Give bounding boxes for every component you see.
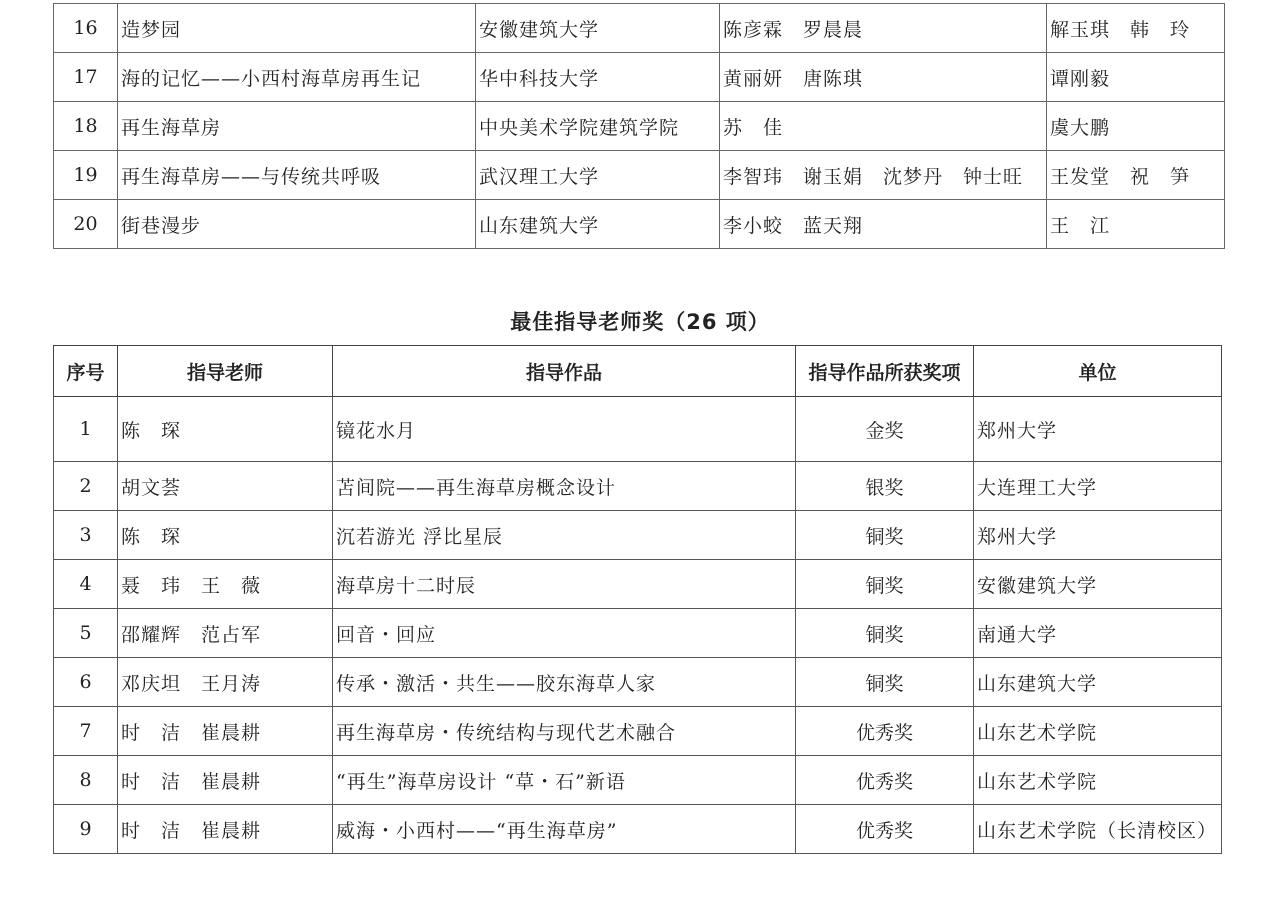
prize-name: 优秀奖 <box>796 707 974 756</box>
work-title: 海草房十二时辰 <box>333 560 796 609</box>
works-table <box>53 3 1225 249</box>
advisor-names: 时 洁 崔晨耕 <box>118 756 333 805</box>
work-title: 造梦园 <box>118 4 476 53</box>
work-title: 再生海草房——与传统共呼吸 <box>118 151 476 200</box>
row-number: 9 <box>54 805 118 854</box>
row-number: 1 <box>54 397 118 462</box>
prize-name: 铜奖 <box>796 511 974 560</box>
school-name: 华中科技大学 <box>476 53 720 102</box>
table-row <box>54 397 1222 462</box>
table-row <box>54 658 1222 707</box>
works-table-body <box>54 4 1225 249</box>
prize-name: 铜奖 <box>796 658 974 707</box>
author-names: 苏 佳 <box>720 102 1047 151</box>
advisor-award-table-body <box>54 397 1222 854</box>
table-row <box>54 805 1222 854</box>
work-title: 街巷漫步 <box>118 200 476 249</box>
row-number: 3 <box>54 511 118 560</box>
row-number: 2 <box>54 462 118 511</box>
table-row <box>54 560 1222 609</box>
row-number: 18 <box>54 102 118 151</box>
table-row <box>54 609 1222 658</box>
prize-name: 优秀奖 <box>796 805 974 854</box>
advisor-names: 聂 玮 王 薇 <box>118 560 333 609</box>
row-number: 6 <box>54 658 118 707</box>
work-title: 再生海草房 <box>118 102 476 151</box>
header-prize: 指导作品所获奖项 <box>796 346 974 397</box>
table-row <box>54 462 1222 511</box>
row-number: 17 <box>54 53 118 102</box>
row-number: 16 <box>54 4 118 53</box>
table-header <box>54 346 1222 397</box>
table-row <box>54 4 1225 53</box>
prize-name: 优秀奖 <box>796 756 974 805</box>
advisor-names: 王 江 <box>1047 200 1225 249</box>
school-name: 安徽建筑大学 <box>476 4 720 53</box>
header-unit: 单位 <box>974 346 1222 397</box>
advisor-names: 谭刚毅 <box>1047 53 1225 102</box>
advisor-names: 邓庆坦 王月涛 <box>118 658 333 707</box>
unit-name: 安徽建筑大学 <box>974 560 1222 609</box>
row-number: 4 <box>54 560 118 609</box>
row-number: 20 <box>54 200 118 249</box>
row-number: 5 <box>54 609 118 658</box>
unit-name: 郑州大学 <box>974 511 1222 560</box>
author-names: 陈彦霖 罗晨晨 <box>720 4 1047 53</box>
header-row <box>54 346 1222 397</box>
work-title: 传承・激活・共生——胶东海草人家 <box>333 658 796 707</box>
author-names: 李小蛟 蓝天翔 <box>720 200 1047 249</box>
work-title: 回音・回应 <box>333 609 796 658</box>
advisor-names: 王发堂 祝 笋 <box>1047 151 1225 200</box>
row-number: 8 <box>54 756 118 805</box>
advisor-names: 陈 琛 <box>118 511 333 560</box>
prize-name: 金奖 <box>796 397 974 462</box>
work-title: 苫间院——再生海草房概念设计 <box>333 462 796 511</box>
advisor-award-table <box>53 345 1222 854</box>
unit-name: 山东建筑大学 <box>974 658 1222 707</box>
school-name: 武汉理工大学 <box>476 151 720 200</box>
work-title: 威海・小西村——“再生海草房” <box>333 805 796 854</box>
table-row <box>54 151 1225 200</box>
prize-name: 银奖 <box>796 462 974 511</box>
advisor-names: 解玉琪 韩 玲 <box>1047 4 1225 53</box>
advisor-names: 邵耀辉 范占军 <box>118 609 333 658</box>
table-row <box>54 200 1225 249</box>
advisor-names: 时 洁 崔晨耕 <box>118 805 333 854</box>
author-names: 黄丽妍 唐陈琪 <box>720 53 1047 102</box>
advisor-names: 陈 琛 <box>118 397 333 462</box>
header-advisor: 指导老师 <box>118 346 333 397</box>
prize-name: 铜奖 <box>796 609 974 658</box>
header-work: 指导作品 <box>333 346 796 397</box>
table-row <box>54 511 1222 560</box>
unit-name: 大连理工大学 <box>974 462 1222 511</box>
row-number: 7 <box>54 707 118 756</box>
unit-name: 南通大学 <box>974 609 1222 658</box>
unit-name: 山东艺术学院 <box>974 756 1222 805</box>
work-title: 镜花水月 <box>333 397 796 462</box>
advisor-names: 虞大鹏 <box>1047 102 1225 151</box>
section-title: 最佳指导老师奖（26 项） <box>510 310 770 334</box>
table-row <box>54 102 1225 151</box>
unit-name: 山东艺术学院 <box>974 707 1222 756</box>
prize-name: 铜奖 <box>796 560 974 609</box>
unit-name: 郑州大学 <box>974 397 1222 462</box>
header-number: 序号 <box>54 346 118 397</box>
work-title: 沉若游光 浮比星辰 <box>333 511 796 560</box>
table-row <box>54 756 1222 805</box>
table-row <box>54 53 1225 102</box>
advisor-names: 胡文荟 <box>118 462 333 511</box>
advisor-names: 时 洁 崔晨耕 <box>118 707 333 756</box>
school-name: 中央美术学院建筑学院 <box>476 102 720 151</box>
author-names: 李智玮 谢玉娟 沈梦丹 钟士旺 <box>720 151 1047 200</box>
unit-name: 山东艺术学院（长清校区） <box>974 805 1222 854</box>
work-title: 海的记忆——小西村海草房再生记 <box>118 53 476 102</box>
work-title: 再生海草房・传统结构与现代艺术融合 <box>333 707 796 756</box>
table-row <box>54 707 1222 756</box>
work-title: “再生”海草房设计 “草・石”新语 <box>333 756 796 805</box>
school-name: 山东建筑大学 <box>476 200 720 249</box>
row-number: 19 <box>54 151 118 200</box>
